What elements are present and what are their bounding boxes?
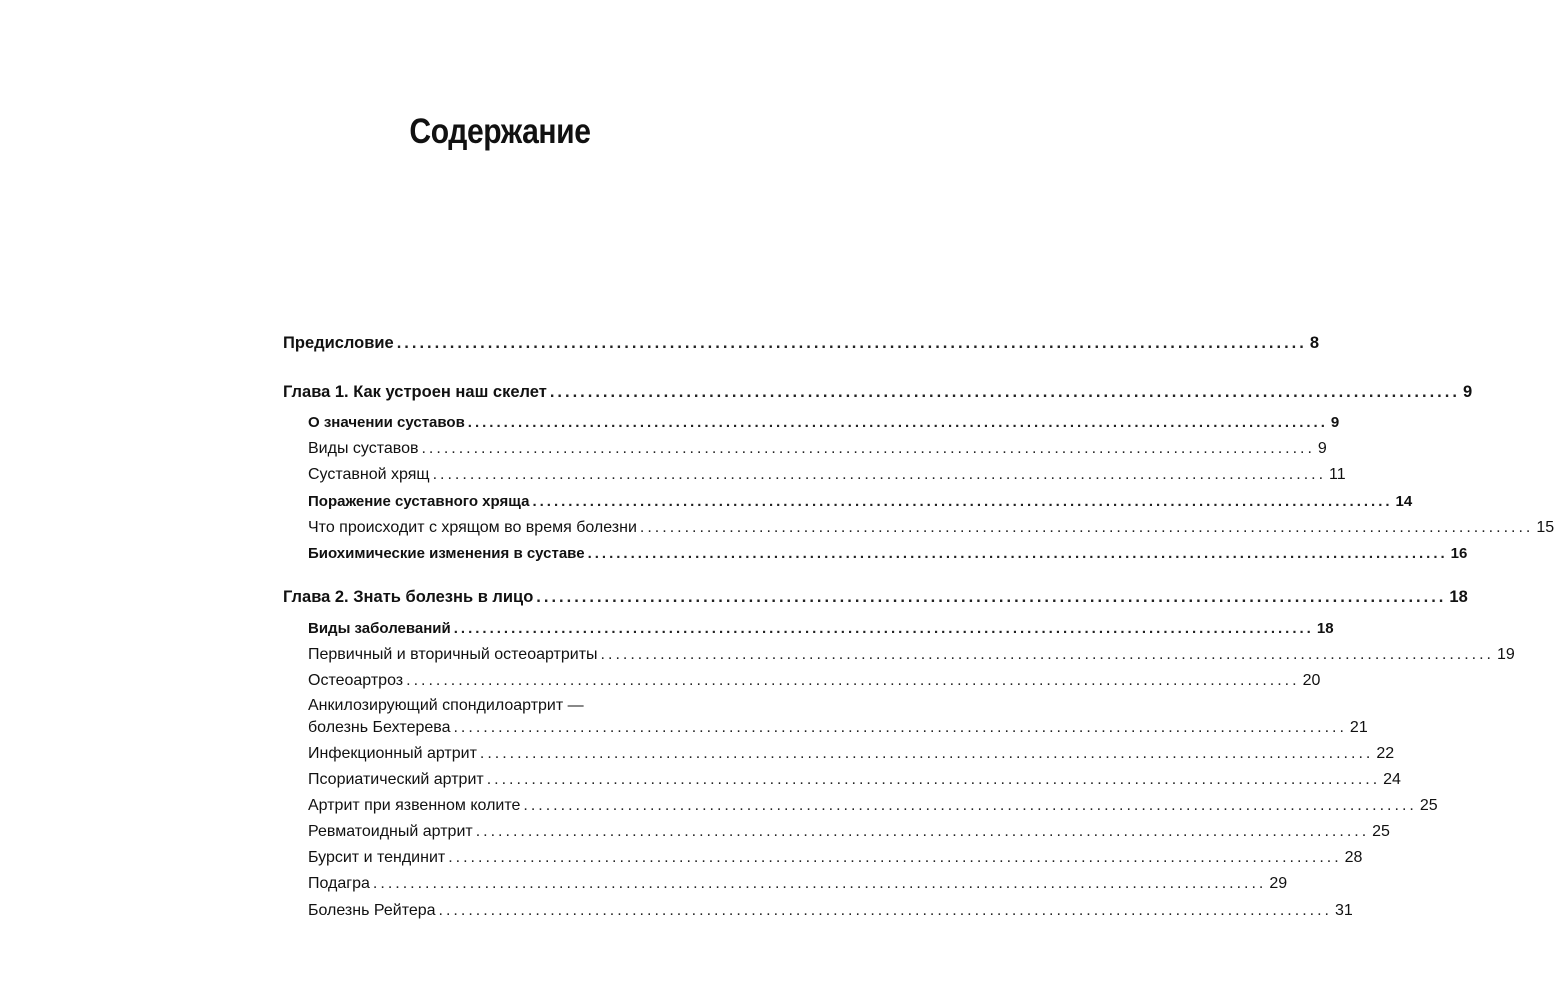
- toc-entry-page: 18: [1449, 588, 1468, 606]
- toc-entry-page: 16: [1450, 545, 1468, 562]
- toc-entry-page: 25: [1419, 797, 1438, 814]
- toc-entry-label: О значении суставов: [308, 414, 465, 431]
- leader-dots: ........................................................................................................................: [532, 493, 1393, 510]
- toc-entry-label-line1: Анкилозирующий спондилоартрит —: [308, 697, 584, 714]
- toc-entry: [308, 796, 1438, 816]
- toc-entry-page: 11: [1329, 466, 1346, 483]
- toc-entry-label: Подагра: [308, 875, 370, 892]
- toc-entry-label: Предисловие: [283, 334, 394, 352]
- leader-dots: ........................................................................................................................: [453, 719, 1347, 736]
- toc-entry-page: 29: [1269, 875, 1288, 892]
- toc-entry-label: Глава 2. Знать болезнь в лицо: [283, 588, 534, 606]
- toc-entry: [308, 770, 1401, 790]
- toc-entry-label: Остеоартроз: [308, 672, 404, 689]
- leader-dots: ........................................................................................................................: [372, 875, 1267, 892]
- toc-entry-label: Бурсит и тендинит: [308, 849, 446, 866]
- leader-dots: ........................................................................................................................: [486, 771, 1381, 788]
- toc-entry-page: 28: [1344, 849, 1363, 866]
- toc-entry-page: 8: [1309, 334, 1320, 352]
- leader-dots: ........................................................................................................................: [438, 902, 1332, 919]
- toc-entry-label: Первичный и вторичный остеоартриты: [308, 646, 598, 663]
- toc-entry-page: 21: [1349, 719, 1368, 736]
- toc-entry-page: 31: [1334, 902, 1353, 919]
- leader-dots: ........................................................................................................................: [536, 588, 1447, 606]
- leader-dots: ........................................................................................................................: [406, 672, 1300, 689]
- toc-entry-label: Виды суставов: [308, 440, 419, 457]
- toc-entry: [283, 333, 1320, 353]
- toc-entry: [308, 645, 1515, 665]
- toc-entry: [308, 465, 1346, 485]
- toc-entry-page: 24: [1383, 771, 1401, 788]
- toc-entry-label: Виды заболеваний: [308, 620, 451, 637]
- toc-entry: [308, 822, 1390, 842]
- toc-entry-label: болезнь Бехтерева: [308, 719, 451, 736]
- toc-entry: [308, 671, 1321, 691]
- leader-dots: ........................................................................................................................: [448, 849, 1342, 866]
- toc-entry-label: Суставной хрящ: [308, 466, 430, 483]
- toc-entry-label: Артрит при язвенном колите: [308, 797, 521, 814]
- toc-entry-label: Псориатический артрит: [308, 771, 484, 788]
- toc-entry-label: Поражение суставного хряща: [308, 493, 530, 510]
- toc-entry: [308, 901, 1353, 921]
- leader-dots: ........................................................................................................................: [475, 823, 1370, 840]
- leader-dots: ........................................................................................................................: [479, 745, 1374, 762]
- leader-dots: ........................................................................................................................: [396, 334, 1307, 352]
- toc-entry-label: Ревматоидный артрит: [308, 823, 473, 840]
- toc-entry-page: 25: [1372, 823, 1390, 840]
- leader-dots: ........................................................................................................................: [587, 545, 1448, 562]
- toc-entry: [308, 518, 1554, 538]
- toc-entry: [308, 619, 1334, 639]
- toc-entry-page: 9: [1317, 440, 1327, 457]
- toc-entry-label: Глава 1. Как устроен наш скелет: [283, 383, 547, 401]
- toc-entry: [308, 874, 1288, 894]
- toc-entry-label: Что происходит с хрящом во время болезни: [308, 519, 637, 536]
- toc-entry: [308, 439, 1327, 459]
- leader-dots: ........................................................................................................................: [467, 414, 1328, 431]
- leader-dots: ........................................................................................................................: [549, 383, 1460, 401]
- toc-entry: [308, 492, 1413, 512]
- toc-entry-page: 15: [1536, 519, 1554, 536]
- leader-dots: ........................................................................................................................: [600, 646, 1494, 663]
- toc-entry: [283, 587, 1468, 607]
- toc-entry: [308, 718, 1368, 738]
- toc-entry: [308, 544, 1468, 564]
- leader-dots: ........................................................................................................................: [523, 797, 1417, 814]
- toc-entry-page: 19: [1496, 646, 1515, 663]
- page-title: Содержание: [409, 112, 591, 151]
- toc-entry-label: Инфекционный артрит: [308, 745, 477, 762]
- leader-dots: ........................................................................................................................: [639, 519, 1534, 536]
- toc-entry-page: 20: [1302, 672, 1321, 689]
- toc-entry: [308, 744, 1395, 764]
- toc-entry: [308, 848, 1363, 868]
- toc-entry-page: 18: [1316, 620, 1334, 637]
- toc-entry-label: Биохимические изменения в суставе: [308, 545, 585, 562]
- toc-entry-page: 22: [1376, 745, 1395, 762]
- toc-entry-page: 14: [1395, 493, 1413, 510]
- toc-entry-label: Болезнь Рейтера: [308, 902, 436, 919]
- leader-dots: ........................................................................................................................: [432, 466, 1327, 483]
- toc-entry: [308, 413, 1340, 433]
- toc-entry-page: 9: [1462, 383, 1473, 401]
- leader-dots: ........................................................................................................................: [421, 440, 1315, 457]
- leader-dots: ........................................................................................................................: [453, 620, 1314, 637]
- toc-entry: [283, 382, 1473, 402]
- toc-entry-page: 9: [1330, 414, 1340, 431]
